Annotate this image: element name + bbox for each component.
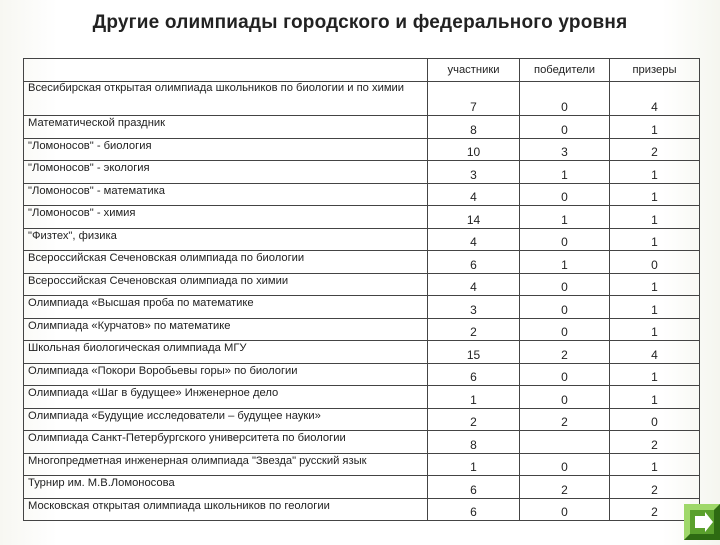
prizewinners-cell: 1 [610, 183, 700, 206]
prizewinners-cell: 4 [610, 341, 700, 364]
participants-cell: 2 [428, 408, 520, 431]
olympiad-name-cell: Многопредметная инженерная олимпиада "Звезда" русский язык [24, 453, 428, 476]
olympiad-name-cell: Олимпиада «Высшая проба по математике [24, 296, 428, 319]
table-row [24, 476, 700, 499]
winners-cell: 0 [520, 273, 610, 296]
olympiad-name-cell: Школьная биологическая олимпиада МГУ [24, 341, 428, 364]
participants-cell: 8 [428, 116, 520, 139]
winners-cell: 1 [520, 161, 610, 184]
winners-cell: 3 [520, 138, 610, 161]
winners-cell: 0 [520, 498, 610, 521]
prizewinners-cell: 0 [610, 251, 700, 274]
table-row [24, 386, 700, 409]
winners-cell: 0 [520, 363, 610, 386]
olympiad-name-cell: "Ломоносов" - биология [24, 138, 428, 161]
table-row [24, 341, 700, 364]
participants-cell: 15 [428, 341, 520, 364]
table-row [24, 206, 700, 229]
participants-cell: 2 [428, 318, 520, 341]
participants-cell: 14 [428, 206, 520, 229]
prizewinners-cell: 2 [610, 498, 700, 521]
olympiad-results-table [23, 58, 700, 521]
table-row [24, 296, 700, 319]
participants-cell: 3 [428, 296, 520, 319]
prizewinners-cell: 1 [610, 363, 700, 386]
prizewinners-cell: 2 [610, 476, 700, 499]
table-body [24, 82, 700, 521]
prizewinners-cell: 4 [610, 82, 700, 116]
table-row [24, 363, 700, 386]
prizewinners-cell: 1 [610, 386, 700, 409]
participants-cell: 6 [428, 363, 520, 386]
olympiad-name-cell: Математической праздник [24, 116, 428, 139]
table-header-row [24, 59, 700, 82]
participants-cell: 1 [428, 453, 520, 476]
winners-cell: 0 [520, 318, 610, 341]
participants-cell: 1 [428, 386, 520, 409]
table-row [24, 273, 700, 296]
prizewinners-cell: 2 [610, 431, 700, 454]
participants-cell: 6 [428, 498, 520, 521]
table-row [24, 228, 700, 251]
olympiad-name-cell: Турнир им. М.В.Ломоносова [24, 476, 428, 499]
table-row [24, 431, 700, 454]
winners-cell: 1 [520, 251, 610, 274]
participants-cell: 6 [428, 476, 520, 499]
olympiad-name-cell: Московская открытая олимпиада школьников по геологии [24, 498, 428, 521]
participants-cell: 4 [428, 273, 520, 296]
winners-cell: 0 [520, 386, 610, 409]
arrow-right-icon [684, 504, 720, 540]
winners-cell: 0 [520, 82, 610, 116]
winners-cell [520, 431, 610, 454]
prizewinners-cell: 2 [610, 138, 700, 161]
participants-cell: 10 [428, 138, 520, 161]
prizewinners-cell: 1 [610, 296, 700, 319]
table-row [24, 116, 700, 139]
header-winners: победители [520, 59, 610, 82]
olympiad-name-cell: Олимпиада «Курчатов» по математике [24, 318, 428, 341]
participants-cell: 3 [428, 161, 520, 184]
olympiad-name-cell: Олимпиада «Шаг в будущее» Инженерное дело [24, 386, 428, 409]
olympiad-name-cell: "Ломоносов" - химия [24, 206, 428, 229]
table-row [24, 453, 700, 476]
olympiad-name-cell: "Ломоносов" - экология [24, 161, 428, 184]
winners-cell: 2 [520, 341, 610, 364]
winners-cell: 2 [520, 408, 610, 431]
prizewinners-cell: 1 [610, 116, 700, 139]
participants-cell: 8 [428, 431, 520, 454]
olympiad-name-cell: "Ломоносов" - математика [24, 183, 428, 206]
winners-cell: 0 [520, 453, 610, 476]
winners-cell: 0 [520, 183, 610, 206]
header-participants: участники [428, 59, 520, 82]
olympiad-name-cell: Всероссийская Сеченовская олимпиада по биологии [24, 251, 428, 274]
table-row [24, 138, 700, 161]
olympiad-name-cell: Всесибирская открытая олимпиада школьников по биологии и по химии [24, 82, 428, 116]
table-row [24, 251, 700, 274]
olympiad-name-cell: Олимпиада «Покори Воробьевы горы» по биологии [24, 363, 428, 386]
winners-cell: 0 [520, 296, 610, 319]
table-row [24, 318, 700, 341]
winners-cell: 0 [520, 116, 610, 139]
table-row [24, 183, 700, 206]
olympiad-name-cell: Всероссийская Сеченовская олимпиада по химии [24, 273, 428, 296]
winners-cell: 1 [520, 206, 610, 229]
header-olympiad-name [24, 59, 428, 82]
next-slide-button[interactable] [684, 504, 720, 540]
prizewinners-cell: 1 [610, 318, 700, 341]
prizewinners-cell: 0 [610, 408, 700, 431]
participants-cell: 4 [428, 228, 520, 251]
prizewinners-cell: 1 [610, 161, 700, 184]
olympiad-name-cell: Олимпиада Санкт-Петербургского университета по биологии [24, 431, 428, 454]
table-row [24, 82, 700, 116]
olympiad-name-cell: Олимпиада «Будущие исследователи – будущее науки» [24, 408, 428, 431]
table-row [24, 498, 700, 521]
prizewinners-cell: 1 [610, 273, 700, 296]
winners-cell: 0 [520, 228, 610, 251]
table-row [24, 408, 700, 431]
olympiad-name-cell: "Физтех", физика [24, 228, 428, 251]
prizewinners-cell: 1 [610, 206, 700, 229]
header-prizewinners: призеры [610, 59, 700, 82]
slide-title: Другие олимпиады городского и федерального уровня [92, 12, 628, 33]
participants-cell: 6 [428, 251, 520, 274]
prizewinners-cell: 1 [610, 228, 700, 251]
table-row [24, 161, 700, 184]
participants-cell: 7 [428, 82, 520, 116]
participants-cell: 4 [428, 183, 520, 206]
prizewinners-cell: 1 [610, 453, 700, 476]
winners-cell: 2 [520, 476, 610, 499]
